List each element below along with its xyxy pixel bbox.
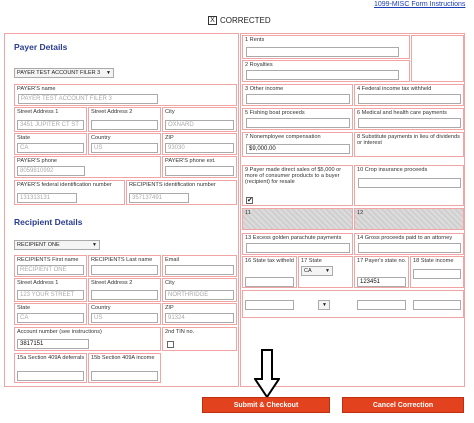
payer-zip-input[interactable]: 93030 — [165, 143, 234, 153]
payer-fed-id-box — [14, 180, 125, 205]
recipient-country-input[interactable]: US — [91, 313, 158, 323]
payer-phone-label: PAYER'S phone — [17, 158, 58, 164]
box-17-state-value: CA — [304, 268, 312, 274]
chevron-down-icon: ▼ — [106, 70, 111, 76]
down-arrow-icon — [254, 349, 280, 399]
box-13-input[interactable] — [246, 243, 350, 253]
box-7-label: 7 Nonemployee compensation — [245, 134, 321, 140]
payer-name-box — [14, 84, 237, 106]
s409a-deferrals-box — [14, 353, 87, 383]
recipient-city-label: City — [165, 280, 175, 286]
box-2-royalties — [242, 60, 410, 82]
chevron-down-icon: ▼ — [92, 242, 97, 248]
box-10-crop — [354, 165, 464, 206]
box-11 — [242, 208, 353, 230]
box-18-state-income — [410, 256, 464, 288]
recipient-city-box — [162, 278, 237, 302]
recipient-street1-label: Street Address 1 — [17, 280, 59, 286]
payer-street2-label: Street Address 2 — [91, 109, 133, 115]
recipient-first-box — [14, 255, 87, 277]
recipient-country-label: Country — [91, 305, 111, 311]
recipient-id-label: RECIPIENTS identification number — [129, 182, 216, 188]
corrected-checkbox[interactable]: X — [208, 16, 217, 25]
box-17-state-select-2[interactable] — [318, 300, 330, 310]
recipient-details-title: Recipient Details — [14, 217, 83, 227]
s409a-deferrals-label: 15a Section 409A deferrals — [17, 355, 85, 361]
recipient-street2-input[interactable] — [91, 290, 158, 300]
box-right-top-blank — [411, 35, 464, 82]
box-14-label: 14 Gross proceeds paid to an attorney — [357, 235, 453, 241]
recipient-email-input[interactable] — [165, 265, 234, 275]
box-5-label: 5 Fishing boat proceeds — [245, 110, 305, 116]
box-3-other-income — [242, 84, 353, 106]
payer-city-box — [162, 107, 237, 132]
payer-street1-label: Street Address 1 — [17, 109, 59, 115]
payer-zip-label: ZIP — [165, 135, 174, 141]
box-6-input[interactable] — [358, 118, 461, 128]
payer-street2-input[interactable] — [91, 120, 158, 130]
recipient-select[interactable] — [14, 240, 100, 250]
recipient-state-input[interactable]: CA — [17, 313, 84, 323]
account-number-input[interactable]: 3817151 — [17, 339, 89, 349]
box-17-payer-state-no — [354, 256, 409, 288]
box-17-label: 17 State — [301, 258, 322, 264]
box-16-state-tax — [242, 256, 297, 288]
recipient-state-box — [14, 303, 87, 325]
box-7-input[interactable]: $9,000.00 — [246, 144, 350, 154]
box-18-label: 18 State income — [413, 258, 454, 264]
box-3-label: 3 Other income — [245, 86, 284, 92]
chevron-down-icon: ▼ — [325, 268, 330, 274]
second-tin-box — [162, 327, 237, 351]
box-17-state — [298, 256, 353, 288]
payer-phone-ext-label: PAYER'S phone ext. — [165, 158, 216, 164]
payer-fed-id-input[interactable]: 131313131 — [17, 193, 77, 203]
box-16-input-2[interactable] — [245, 300, 294, 310]
payer-phone-box — [14, 156, 161, 178]
recipient-id-input[interactable]: 357137491 — [129, 193, 189, 203]
box-14-attorney — [354, 233, 464, 255]
payer-street2-box — [88, 107, 161, 132]
recipient-zip-label: ZIP — [165, 305, 174, 311]
corrected-label: CORRECTED — [220, 16, 271, 25]
recipient-last-box — [88, 255, 161, 277]
recipient-city-input[interactable]: NORTHRIDGE — [165, 290, 234, 300]
box-16-label: 16 State tax witheld — [245, 258, 294, 264]
payer-name-label: PAYER'S name — [17, 86, 56, 92]
payer-phone-ext-input[interactable] — [165, 166, 234, 176]
recipient-email-box — [162, 255, 237, 277]
recipient-id-box — [126, 180, 237, 205]
payer-fed-id-label: PAYER'S federal identification number — [17, 182, 112, 188]
box-1-rents — [242, 35, 410, 59]
box-7-nonemployee — [242, 132, 353, 157]
box-9-checkbox[interactable] — [246, 197, 253, 204]
recipient-zip-input[interactable]: 91324 — [165, 313, 234, 323]
recipient-first-label: RECIPIENTS First name — [17, 257, 79, 263]
payer-details-title: Payer Details — [14, 42, 68, 52]
box-1-input[interactable] — [246, 47, 399, 57]
box-10-input[interactable] — [358, 178, 461, 188]
payer-country-box — [88, 133, 161, 155]
s409a-income-label: 15b Section 409A income — [91, 355, 155, 361]
submit-checkout-button[interactable]: Submit & Checkout — [202, 397, 330, 413]
box-8-label: 8 Substitute payments in lieu of dividends or interest — [357, 134, 460, 147]
second-tin-checkbox[interactable] — [167, 341, 174, 348]
payer-select-value: PAYER TEST ACCOUNT FILER 3 — [17, 70, 101, 76]
box-1-label: 1 Rents — [245, 37, 265, 43]
state-row-2 — [242, 290, 464, 318]
payer-country-input[interactable]: US — [91, 143, 158, 153]
payer-state-box — [14, 133, 87, 155]
recipient-last-input[interactable] — [91, 265, 158, 275]
box-14-input[interactable] — [358, 243, 461, 253]
cancel-correction-button[interactable]: Cancel Correction — [342, 397, 464, 413]
payer-city-label: City — [165, 109, 175, 115]
recipient-state-label: State — [17, 305, 31, 311]
payer-state-label: State — [17, 135, 31, 141]
payer-name-input[interactable]: PAYER TEST ACCOUNT FILER 3 — [18, 94, 158, 104]
account-number-label: Account number (see instructions) — [17, 329, 102, 335]
box-2-label: 2 Royalties — [245, 62, 273, 68]
box-17b-input[interactable]: 123451 — [357, 277, 406, 287]
recipient-country-box — [88, 303, 161, 325]
recipient-select-value: RECIPIENT ONE — [17, 242, 60, 248]
box-8-substitute — [354, 132, 464, 157]
box-4-label: 4 Federal income tax withheld — [357, 86, 432, 92]
box-9-direct-sales — [242, 165, 353, 206]
payer-zip-box — [162, 133, 237, 155]
box-9-label: 9 Payer made direct sales of $5,000 or more of consumer products to a buyer (recipient) for resale — [245, 167, 342, 186]
check-icon: ✔ — [247, 197, 253, 204]
box-5-fishing — [242, 108, 353, 130]
recipient-last-label: RECIPIENTS Last name — [91, 257, 153, 263]
payer-street1-box — [14, 107, 87, 132]
box-16-input[interactable] — [245, 277, 294, 287]
box-6-label: 6 Medical and health care payments — [357, 110, 447, 116]
box-5-input[interactable] — [246, 118, 350, 128]
box-13-label: 13 Excess golden parachute payments — [245, 235, 342, 241]
recipient-street1-box — [14, 278, 87, 302]
recipient-first-input[interactable]: RECIPIENT ONE — [17, 265, 84, 275]
box-18-input[interactable] — [413, 269, 461, 279]
recipient-street2-box — [88, 278, 161, 302]
box-6-medical — [354, 108, 464, 130]
second-tin-label: 2nd TIN no. — [165, 329, 195, 335]
chevron-down-icon: ▼ — [322, 302, 327, 308]
payer-select[interactable] — [14, 68, 114, 78]
s409a-deferrals-input[interactable] — [17, 371, 84, 381]
recipient-street1-input[interactable]: 123 YOUR STREET — [17, 290, 84, 300]
box-4-input[interactable] — [358, 94, 461, 104]
box-17b-label: 17 Payer's state no. — [357, 258, 407, 264]
payer-state-input[interactable]: CA — [17, 143, 84, 153]
recipient-email-label: Email — [165, 257, 179, 263]
box-18-input-2[interactable] — [413, 300, 461, 310]
box-17b-input-2[interactable] — [357, 300, 406, 310]
box-13-parachute — [242, 233, 353, 255]
box-2-input[interactable] — [246, 70, 399, 80]
box-12-label: 12 — [357, 210, 364, 216]
box-4-fed-tax — [354, 84, 464, 106]
payer-phone-input[interactable]: 8059810992 — [17, 166, 85, 176]
form-instructions-link[interactable]: 1099-MISC Form Instructions — [374, 1, 466, 8]
box-3-input[interactable] — [246, 94, 350, 104]
payer-phone-ext-box — [162, 156, 237, 178]
account-number-box — [14, 327, 161, 351]
payer-city-input[interactable]: OXNARD — [165, 120, 234, 130]
box-12 — [354, 208, 464, 230]
box-10-label: 10 Crop insurance proceeds — [357, 167, 428, 173]
recipient-street2-label: Street Address 2 — [91, 280, 133, 286]
payer-street1-input[interactable]: 3451 JUPITER CT ST — [17, 120, 84, 130]
box-11-label: 11 — [245, 210, 251, 216]
s409a-income-box — [88, 353, 161, 383]
recipient-zip-box — [162, 303, 237, 325]
s409a-income-input[interactable] — [91, 371, 158, 381]
box-17-state-select[interactable] — [301, 266, 333, 276]
payer-country-label: Country — [91, 135, 111, 141]
